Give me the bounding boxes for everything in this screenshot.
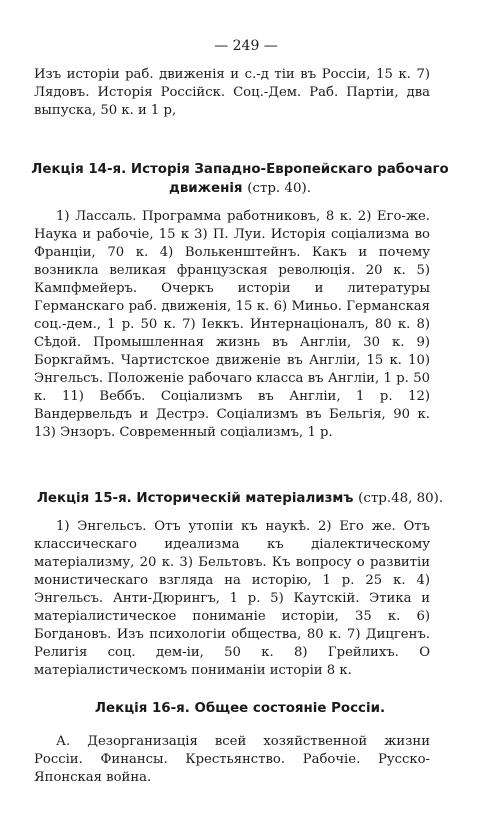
- intro-paragraph: Изъ исторіи раб. движенія и с.-д тіи въ Россіи, 15 к. 7) Лядовъ. Исторія Россійск. Соц.-Дем. Раб. Партіи, два выпуска, 50 к. и 1 р,: [34, 67, 430, 118]
- lecture-16-title: Лекція 16-я. Общее состояніе Россіи.: [94, 701, 386, 716]
- lecture-16-text: А. Дезорганизація всей хозяйственной жизни Россіи. Финансы. Крестьянство. Рабочіе. Русско-Японская война.: [34, 734, 430, 785]
- lecture-15-reading-list: 1) Энгельсъ. Отъ утопіи къ наукѣ. 2) Его же. Отъ классическаго идеализма къ діалектическому матеріализму, 20 к. 3) Бельтовъ. Къ вопросу о развитіи монистическаго взгляда на исторію, 1 р. 25 к. 4) Энгельсъ. Анти-Дюрингъ, 1 р. 5) Каутскій. Этика и матеріалистическое пониманіе исторіи, 35 к. 6) Богдановъ. Изъ психологіи общества, 80 к. 7) Дицгенъ. Религія соц. дем-іи, 50 к. 8) Грейлихъ. О матеріалистическомъ пониманіи исторіи 8 к.: [34, 519, 430, 678]
- page-number: — 249 —: [214, 38, 278, 54]
- lecture-16-heading: [20, 699, 460, 718]
- lecture-15-heading: [20, 489, 460, 508]
- lecture-14-page-ref: (стр. 40).: [247, 181, 311, 196]
- lecture-15-title: Лекція 15-я. Историческій матеріализмъ: [36, 491, 354, 506]
- lecture-14-title: Лекція 14-я. Исторія Западно-Европейскаго рабочаго движенія: [31, 162, 449, 196]
- lecture-14-heading: [20, 160, 460, 198]
- lecture-15-page-ref: (стр.48, 80).: [358, 491, 444, 506]
- lecture-14-reading-list: 1) Лассаль. Программа работниковъ, 8 к. 2) Его-же. Наука и рабочіе, 15 к 3) П. Луи. Исторія соціализма во Франціи, 70 к. 4) Волькенштейнъ. Какъ и почему возникла великая французская революція. 20 к. 5) Кампфмейеръ. Очеркъ исторіи и литературы Германскаго раб. движенія, 15 к. 6) Миньо. Германская соц.-дем., 1 р. 50 к. 7) Іеккъ. Интернаціоналъ, 80 к. 8) Сѣдой. Промышленная жизнь въ Англіи, 30 к. 9) Боркгаймъ. Чартистское движеніе въ Англіи, 15 к. 10) Энгельсъ. Положеніе рабочаго класса въ Англіи, 1 р. 50 к. 11) Веббъ. Соціализмъ въ Англіи, 1 р. 12) Вандервельдъ и Дестрэ. Соціализмъ въ Бельгія, 90 к. 13) Энзоръ. Современный соціализмъ, 1 р.: [34, 209, 430, 440]
